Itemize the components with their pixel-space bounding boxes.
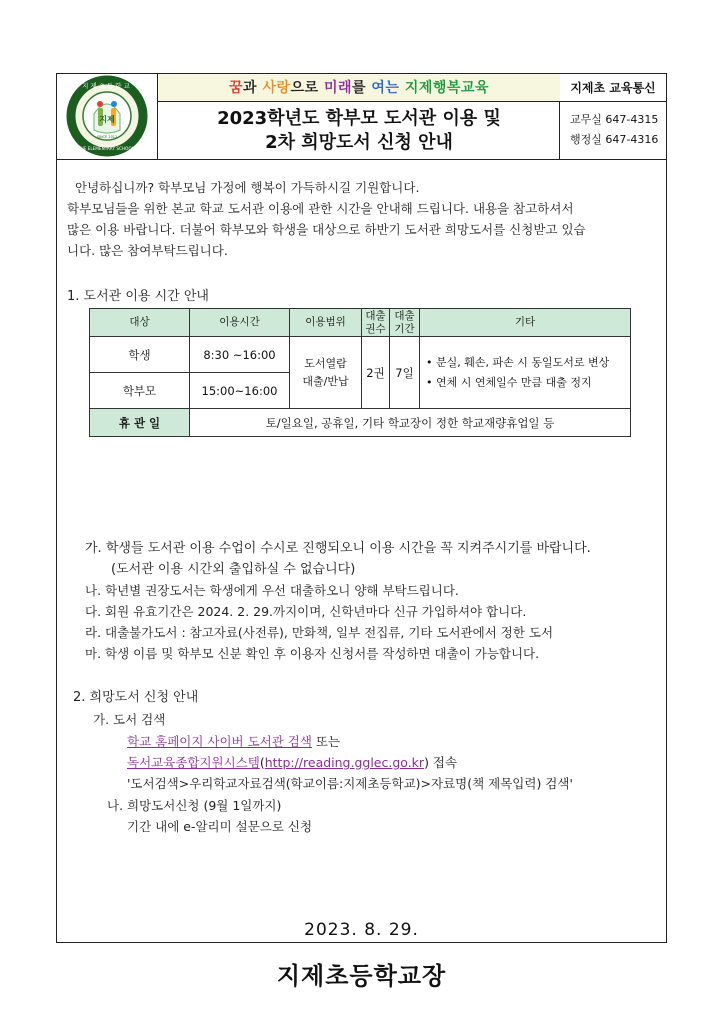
header-cell (390, 309, 420, 337)
reading-system-link[interactable]: 독서교육종합지원시스템 (127, 755, 260, 770)
library-hours-table (89, 308, 631, 437)
note-ga-line-1: 가. 학생들 도서관 이용 수업이 수시로 진행되오니 이용 시간을 꼭 지켜주시기를 바랍니다. (85, 541, 591, 556)
intro-line-1: 안녕하십니까? 학부모님 가정에 행복이 가득하시길 기원합니다. (75, 180, 420, 195)
principal-signature: 지제초등학교장 (276, 962, 447, 990)
header-cell: 기타 (420, 309, 631, 337)
document-date: 2023. 8. 29. (304, 920, 419, 940)
time-cell: 15:00~16:00 (190, 373, 290, 409)
time-cell: 8:30 ~16:00 (190, 337, 290, 373)
title-line-1: 2023학년도 학부모 도서관 이용 및 (217, 108, 501, 129)
header-cell: 대상 (90, 309, 190, 337)
table-row (90, 337, 631, 373)
phone-teachers-office: 교무실 647-4315 (570, 113, 659, 126)
section2-na-title: 나. 희망도서신청 (9월 1일까지) (107, 798, 282, 813)
header-period-label: 대출기간 (394, 309, 415, 335)
contact-cell (560, 74, 666, 159)
note-ma: 마. 학생 이름 및 학부모 신분 확인 후 이용자 신청서를 작성하면 대출이 가능합니다. (85, 646, 540, 661)
header (57, 74, 666, 160)
scope-cell (290, 337, 362, 409)
slogan-part: 으로 (290, 80, 324, 96)
etc-note-1: • 분실, 훼손, 파손 시 동일도서로 변상 (426, 355, 610, 369)
url-close-paren: ) (424, 755, 429, 770)
logo-center-text: 지제 (99, 115, 115, 124)
slogan-part: 꿈 (229, 80, 244, 96)
slogan (158, 74, 560, 102)
cyber-library-link[interactable]: 학교 홈페이지 사이버 도서관 검색 (127, 734, 312, 749)
newsletter-label: 지제초 교육통신 (560, 74, 666, 102)
table-header-row (90, 309, 631, 337)
header-cell: 이용시간 (190, 309, 290, 337)
logo-bottom-text: JIJE ELEMENTARY SCHOOL (80, 146, 134, 151)
title-line-2: 2차 희망도서 신청 안내 (265, 132, 453, 153)
section2-na-text: 기간 내에 e-알리미 설문으로 신청 (127, 819, 313, 834)
slogan-part: 사랑 (262, 80, 291, 96)
period-cell: 7일 (390, 337, 420, 409)
intro-line-2: 학부모님들을 위한 본교 학교 도서관 이용에 관한 시간을 안내해 드립니다. 내용을 참고하셔서 (67, 201, 574, 216)
section2-ga-title: 가. 도서 검색 (93, 712, 166, 727)
target-cell: 학부모 (90, 373, 190, 409)
phone-list (560, 102, 666, 150)
header-books-label: 대출권수 (365, 309, 386, 335)
school-logo (57, 74, 158, 159)
document-frame (56, 73, 667, 990)
slogan-part: 미래 (323, 80, 352, 96)
note-da: 다. 회원 유효기간은 2024. 2. 29.까지이며, 신학년마다 신규 가입하셔야 합니다. (85, 604, 527, 619)
books-cell: 2권 (362, 337, 390, 409)
scope-text: 도서열람 대출/반납 (302, 356, 349, 388)
search-link-row (127, 731, 340, 752)
intro-line-4: 니다. 많은 참여부탁드립니다. (67, 243, 228, 258)
note-na: 나. 학년별 권장도서는 학생에게 우선 대출하오니 양해 부탁드립니다. (85, 583, 459, 598)
table-row (90, 409, 631, 437)
reading-system-row (127, 752, 457, 773)
note-ga-line-2: (도서관 이용 시간외 출입하실 수 없습니다) (111, 562, 356, 577)
page-title (158, 102, 560, 159)
logo-cell (57, 74, 158, 159)
note-ra: 라. 대출불가도서 : 참고자료(사전류), 만화책, 일부 전집류, 기타 도서관에서 정한 도서 (85, 625, 554, 640)
slogan-part: 과 (243, 80, 263, 96)
etc-cell (420, 337, 631, 409)
slogan-part: 여는 (371, 80, 405, 96)
target-cell: 학생 (90, 337, 190, 373)
slogan-part: 를 (352, 80, 372, 96)
phone-admin-office: 행정실 647-4316 (570, 133, 659, 146)
title-cell (158, 74, 560, 159)
etc-note-2: • 연체 시 연체일수 만큼 대출 정지 (426, 375, 592, 389)
link2-suffix: 접속 (428, 755, 458, 770)
intro-line-3: 많은 이용 바랍니다. 더불어 학부모와 학생을 대상으로 하반기 도서관 희망도서를 신청받고 있습 (67, 222, 586, 237)
holiday-label: 휴 관 일 (90, 409, 190, 437)
search-path: '도서검색>우리학교자료검색(학교이름:지제초등학교)>자료명(책 제목입력) 검색' (127, 776, 573, 791)
section2-title: 2. 희망도서 신청 안내 (73, 690, 199, 705)
url-open-paren: ( (259, 755, 265, 770)
logo-since: SINCE 2012 (96, 135, 118, 139)
reading-system-url[interactable]: http://reading.gglec.go.kr (264, 755, 425, 770)
logo-top-text: 지제초등학교 (82, 82, 132, 90)
slogan-part: 지제행복교육 (404, 80, 489, 96)
link1-suffix: 또는 (311, 734, 341, 749)
section1-title: 1. 도서관 이용 시간 안내 (67, 289, 209, 304)
header-cell (362, 309, 390, 337)
header-cell: 이용범위 (290, 309, 362, 337)
holiday-text: 토/일요일, 공휴일, 기타 학교장이 정한 학교재량휴업일 등 (190, 409, 631, 437)
